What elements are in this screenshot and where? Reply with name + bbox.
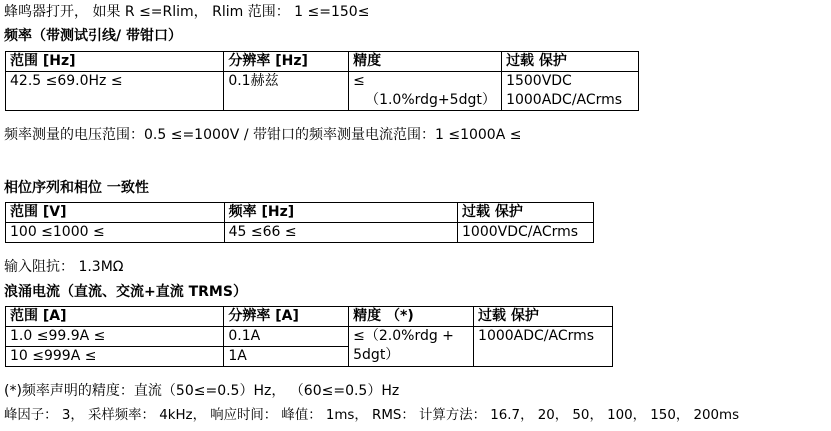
- header-range: 范围 [A]: [6, 307, 224, 327]
- cell-range: 42.5 ≤69.0Hz ≤: [6, 72, 224, 111]
- header-overload: 过载 保护: [502, 52, 639, 72]
- accuracy-line-1: ≤（2.0%rdg +: [353, 328, 454, 344]
- header-resolution: 分辨率 [Hz]: [224, 52, 349, 72]
- header-overload: 过载 保护: [458, 203, 594, 223]
- header-accuracy: 精度: [349, 52, 502, 72]
- header-range: 范围 [V]: [6, 203, 225, 223]
- table-row: [6, 223, 594, 243]
- header-accuracy: 精度 （*): [349, 307, 474, 327]
- cell-overload: [502, 72, 639, 111]
- cell-accuracy: [349, 327, 474, 367]
- table-row: [6, 72, 639, 111]
- inrush-section-title: 浪涌电流（直流、交流+直流 TRMS）: [4, 284, 247, 300]
- overload-line-1: 1500VDC: [506, 73, 572, 89]
- header-frequency: 频率 [Hz]: [224, 203, 457, 223]
- accuracy-line-2: （1.0%rdg+5dgt）: [365, 92, 496, 108]
- cell-range: 1.0 ≤99.9A ≤: [6, 327, 224, 347]
- cell-accuracy: [349, 72, 502, 111]
- cell-range: 10 ≤999A ≤: [6, 347, 224, 367]
- cell-range: 100 ≤1000 ≤: [6, 223, 225, 243]
- phase-section-title: 相位序列和相位 一致性: [4, 180, 149, 196]
- overload-line-2: 1000ADC/ACrms: [506, 92, 623, 108]
- accuracy-line-2: 5dgt）: [353, 347, 400, 363]
- table-header-row: [6, 203, 594, 223]
- frequency-table: [5, 51, 639, 111]
- input-impedance: 输入阻抗： 1.3MΩ: [4, 259, 124, 275]
- phase-table: [5, 202, 594, 243]
- cell-resolution: 0.1赫兹: [224, 72, 349, 111]
- cell-overload: 1000VDC/ACrms: [458, 223, 594, 243]
- accuracy-line-1: ≤: [353, 73, 365, 89]
- frequency-range-note: 频率测量的电压范围：0.5 ≤=1000V / 带钳口的频率测量电流范围：1 ≤1000A ≤: [4, 127, 522, 143]
- table-row: [6, 327, 613, 347]
- frequency-section-title: 频率（带测试引线/ 带钳口）: [4, 28, 182, 44]
- table-header-row: [6, 307, 613, 327]
- crest-factor-note: 峰因子： 3， 采样频率： 4kHz， 响应时间： 峰值： 1ms， RMS： 计算方法： 16.7， 20， 50， 100， 150， 200ms: [4, 408, 740, 423]
- accuracy-footnote: (*)频率声明的精度：直流（50≤=0.5）Hz， （60≤=0.5）Hz: [4, 383, 400, 399]
- cell-resolution: 1A: [224, 347, 349, 367]
- buzzer-note: 蜂鸣器打开， 如果 R ≤=Rlim， Rlim 范围： 1 ≤=150≤: [4, 4, 370, 20]
- header-resolution: 分辨率 [A]: [224, 307, 349, 327]
- header-overload: 过载 保护: [474, 307, 613, 327]
- cell-resolution: 0.1A: [224, 327, 349, 347]
- table-header-row: [6, 52, 639, 72]
- inrush-table: [5, 306, 613, 367]
- cell-frequency: 45 ≤66 ≤: [224, 223, 457, 243]
- header-range: 范围 [Hz]: [6, 52, 224, 72]
- cell-overload: 1000ADC/ACrms: [474, 327, 613, 367]
